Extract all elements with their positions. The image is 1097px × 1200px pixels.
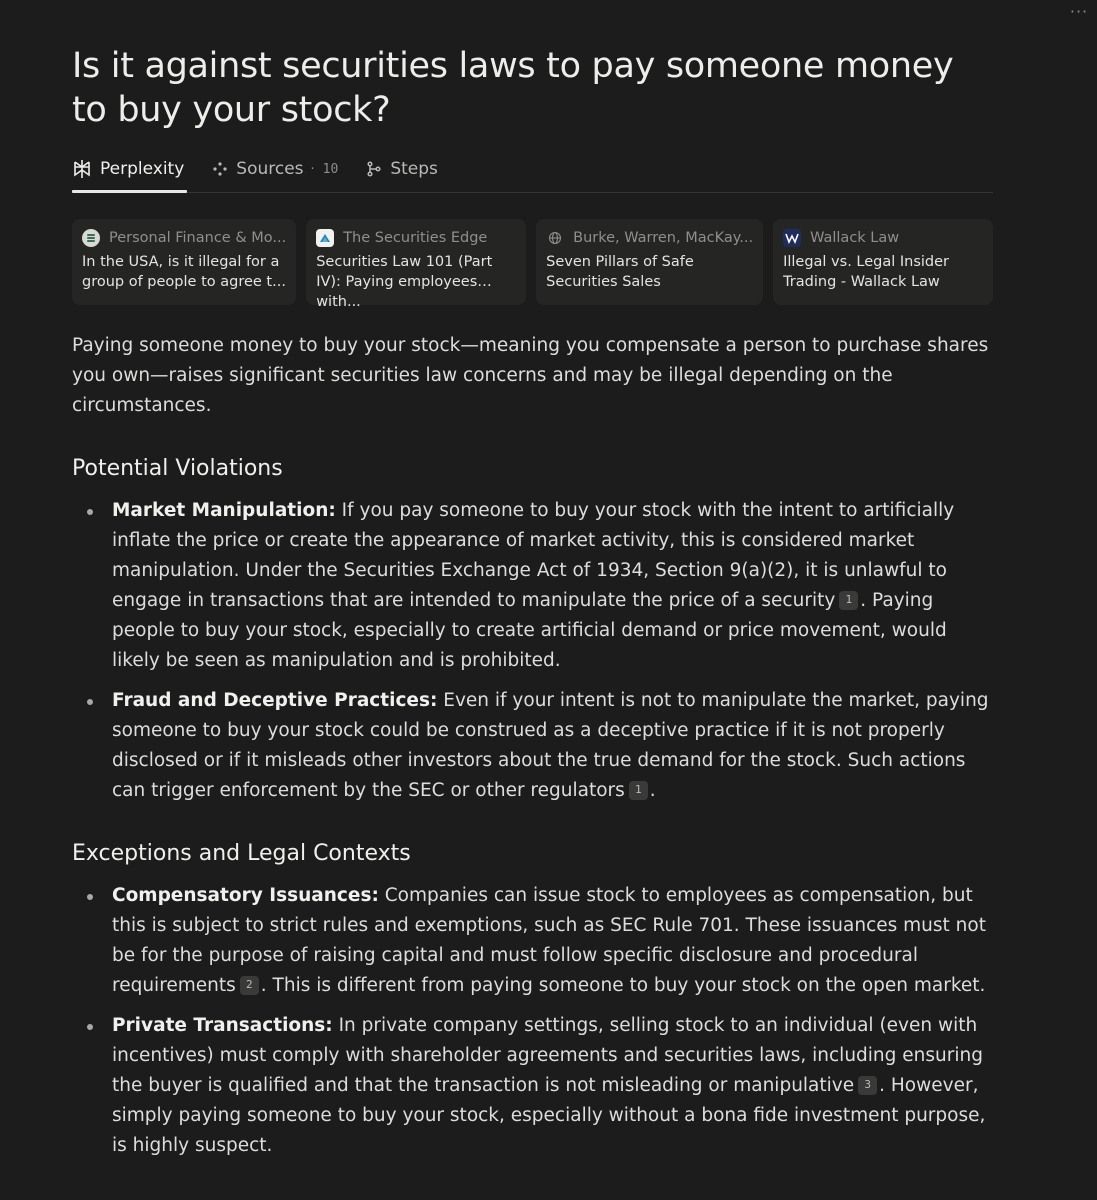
sources-icon [212,161,228,177]
active-tab-indicator [72,190,187,193]
tab-sources-separator: · [310,161,315,177]
more-options-button[interactable]: ··· [1069,2,1089,21]
answer-tabs [72,159,993,195]
intro-paragraph: Paying someone money to buy your stock—meaning you compensate a person to purchase shares you own—raises significant securities law concerns and may be illegal depending on the circumstances. [72,335,989,416]
tab-sources-count: 10 [322,161,339,177]
stackexchange-icon [82,229,100,247]
item-text: . However, simply paying someone to buy your stock, especially without a bona fide investment purpose, is highly suspect. [112,1075,986,1156]
source-card[interactable] [306,219,526,310]
item-text: Even if your intent is not to manipulate the market, paying someone to buy your stock could be construed as a deceptive practice if it is not properly disclosed or if it misleads other investors about the true demand for the stock. Such actions can trigger enforcement by the SEC or other regulators [112,690,989,801]
citation-badge[interactable]: 2 [240,976,259,995]
source-card[interactable] [536,219,763,305]
source-cards [72,219,993,310]
steps-icon [366,161,382,177]
bullet-list [72,881,993,1161]
source-title: Seven Pillars of Safe Securities Sales [546,254,694,290]
section-heading: Exceptions and Legal Contexts [72,841,411,866]
item-text: . This is different from paying someone to buy your stock on the open market. [260,975,986,996]
section-heading: Potential Violations [72,456,283,481]
citation-badge[interactable]: 1 [629,781,648,800]
item-text: In private company settings, selling stock to an individual (even with incentives) must comply with shareholder agreements and securities laws, including ensuring the buyer is qualified and that the transaction is not misleading or manipulative [112,1015,983,1096]
item-term: Market Manipulation: [112,500,336,521]
list-item [112,686,993,806]
tab-sources[interactable] [212,159,338,179]
source-site: Personal Finance & Mo... [109,230,287,246]
item-text: . Paying people to buy your stock, especially to create artificial demand or price movement, would likely be seen as manipulation and is prohibited. [112,590,947,671]
item-term: Private Transactions: [112,1015,333,1036]
bullet-list [72,496,993,806]
item-term: Compensatory Issuances: [112,885,379,906]
list-item [112,881,993,1001]
item-term: Fraud and Deceptive Practices: [112,690,438,711]
source-title: Illegal vs. Legal Insider Trading - Wallack Law [783,254,950,290]
source-site: Wallack Law [810,230,900,246]
item-text: Companies can issue stock to employees as compensation, but this is subject to strict rules and exemptions, such as SEC Rule 701. These issuances must not be for the purpose of raising capital and must follow specific disclosure and procedural requirements [112,885,986,996]
source-site: The Securities Edge [343,230,488,246]
source-title: Securities Law 101 (Part IV): Paying employees with... [316,254,493,310]
tab-steps-label: Steps [390,159,438,179]
answer-page [72,0,993,1171]
tab-sources-label: Sources [236,159,304,179]
question-title: Is it against securities laws to pay someone money to buy your stock? [72,46,954,130]
tab-steps[interactable] [366,159,438,179]
source-card[interactable] [773,219,993,305]
source-site: Burke, Warren, MacKay... [573,230,754,246]
perplexity-logo-icon [72,159,92,179]
securities-edge-icon [316,229,334,247]
source-title: In the USA, is it illegal for a group of people to agree t... [82,254,286,290]
source-card[interactable] [72,219,296,305]
item-text: If you pay someone to buy your stock with the intent to artificially inflate the price or create the appearance of market activity, this is considered market manipulation. Under the Securities Exchange Act of 1934, Section 9(a)(2), it is unlawful to engage in transactions that are intended to manipulate the price of a security [112,500,955,611]
item-text: . [649,780,656,801]
answer-body [72,331,993,1161]
citation-badge[interactable]: 3 [858,1076,877,1095]
list-item [112,1011,993,1161]
globe-icon [546,229,564,247]
tab-perplexity-label: Perplexity [100,159,185,179]
tabs-divider [72,192,993,193]
list-item [112,496,993,676]
wallack-logo-icon [783,229,801,247]
citation-badge[interactable]: 1 [839,591,858,610]
tab-perplexity[interactable] [72,159,184,179]
